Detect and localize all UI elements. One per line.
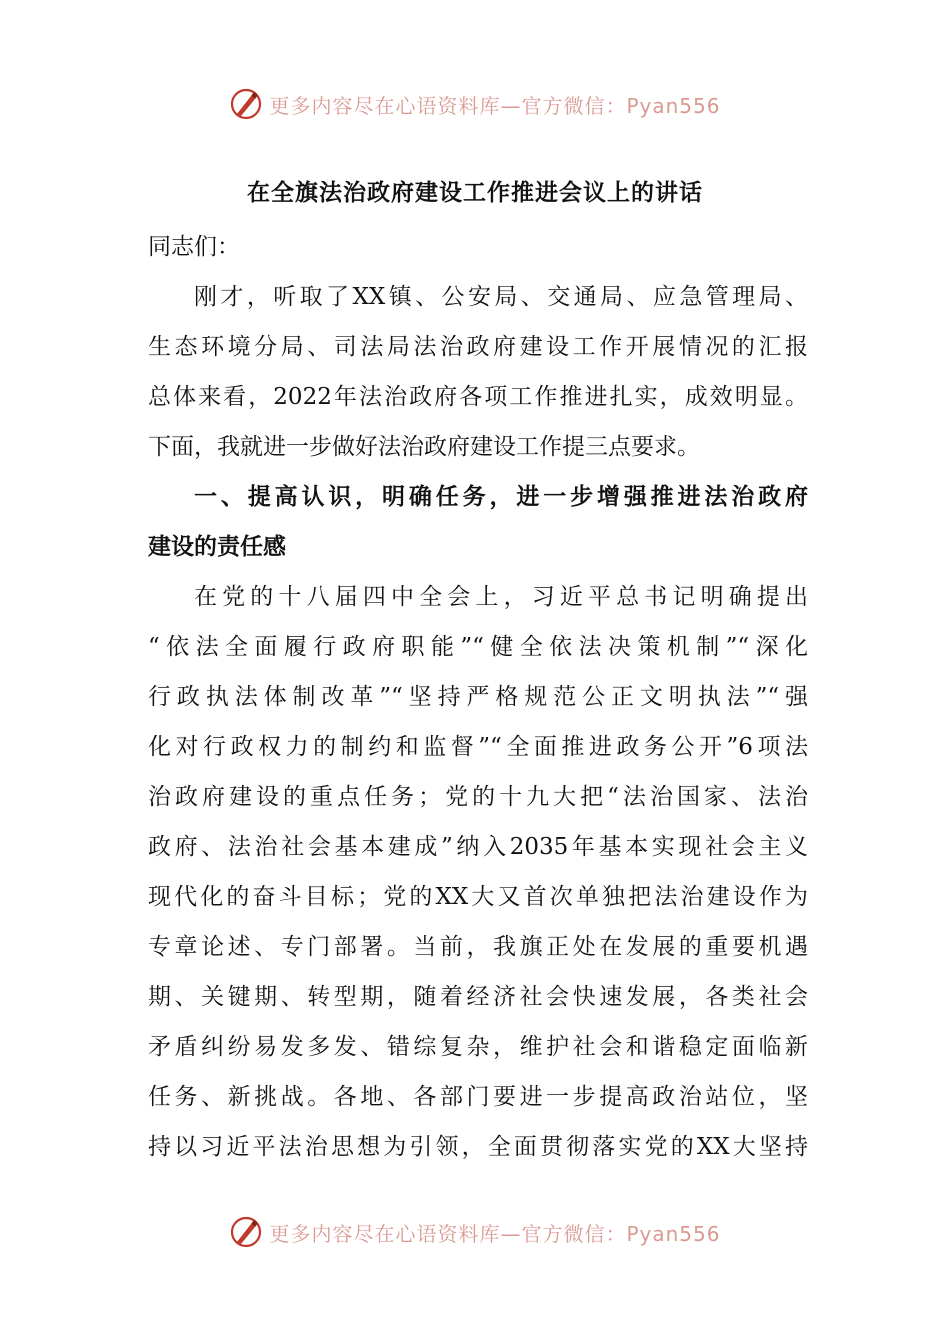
watermark-text: 更多内容尽在心语资料库—官方微信：Pyan556 — [269, 1221, 721, 1246]
paragraph-line: 下面，我就进一步做好法治政府建设工作提三点要求。 — [148, 434, 700, 460]
header-watermark-banner — [0, 84, 950, 124]
section-heading-line: 建设的责任感 — [148, 533, 286, 560]
paragraph-line: 持以习近平法治思想为引领，全面贯彻落实党的XX大坚持 — [148, 1134, 808, 1160]
pen-circle-logo-icon — [229, 1215, 263, 1249]
paragraph-line: 期、关键期、转型期，随着经济社会快速发展，各类社会 — [148, 984, 808, 1010]
paragraph-line: 刚才，听取了XX镇、公安局、交通局、应急管理局、 — [194, 284, 808, 310]
footer-watermark-banner — [0, 1212, 950, 1252]
paragraph-line: 在党的十八届四中全会上，习近平总书记明确提出 — [194, 584, 808, 610]
pen-circle-logo-icon — [229, 87, 263, 121]
paragraph-line: 现代化的奋斗目标；党的XX大又首次单独把法治建设作为 — [148, 884, 808, 910]
watermark-text: 更多内容尽在心语资料库—官方微信：Pyan556 — [269, 93, 721, 118]
document-body — [148, 222, 808, 1172]
paragraph-line: 任务、新挑战。各地、各部门要进一步提高政治站位，坚 — [148, 1084, 808, 1110]
paragraph-line: 生态环境分局、司法局法治政府建设工作开展情况的汇报 — [148, 334, 808, 360]
paragraph-line: 专章论述、专门部署。当前，我旗正处在发展的重要机遇 — [148, 934, 808, 960]
paragraph-line: 矛盾纠纷易发多发、错综复杂，维护社会和谐稳定面临新 — [148, 1034, 808, 1060]
section-heading-line: 一、提高认识，明确任务，进一步增强推进法治政府 — [194, 483, 808, 510]
paragraph-line: 行政执法体制改革”“坚持严格规范公正文明执法”“强 — [148, 684, 808, 710]
salutation: 同志们： — [148, 234, 240, 260]
paragraph-line: 总体来看，2022年法治政府各项工作推进扎实，成效明显。 — [148, 384, 808, 410]
document-title: 在全旗法治政府建设工作推进会议上的讲话 — [247, 179, 703, 206]
paragraph-line: 治政府建设的重点任务；党的十九大把“法治国家、法治 — [148, 784, 808, 810]
paragraph-line: 化对行政权力的制约和监督”“全面推进政务公开”6项法 — [148, 734, 808, 760]
paragraph-line: “依法全面履行政府职能”“健全依法决策机制”“深化 — [148, 634, 808, 660]
paragraph-line: 政府、法治社会基本建成”纳入2035年基本实现社会主义 — [148, 834, 808, 860]
